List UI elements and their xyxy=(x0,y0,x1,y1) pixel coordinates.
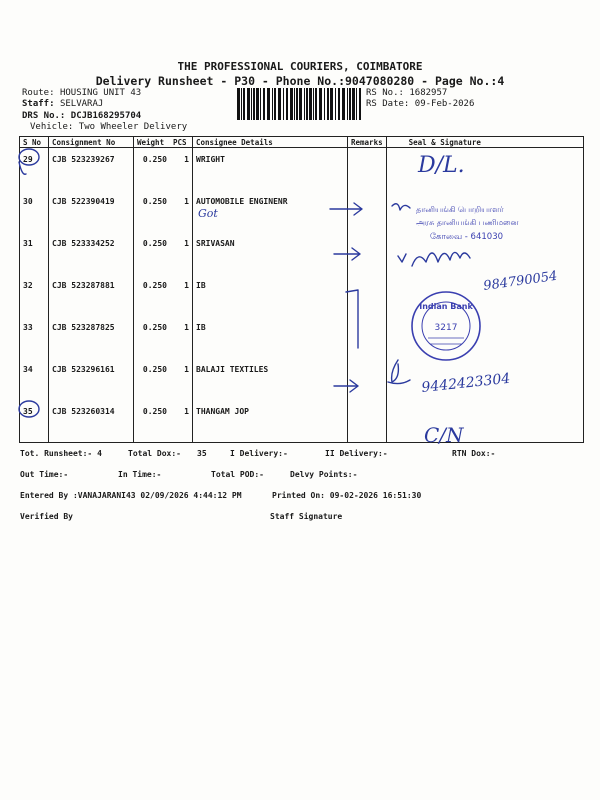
row-consignment: CJB 523287881 xyxy=(49,274,134,316)
route-value: HOUSING UNIT 43 xyxy=(59,88,142,98)
rtn-dox: RTN Dox:- xyxy=(452,449,496,458)
row-weight: 0.250 xyxy=(134,274,171,316)
staff-signature: Staff Signature xyxy=(270,512,343,521)
arrow-row31 xyxy=(334,248,360,260)
row-pcs: 1 xyxy=(170,316,193,358)
row-consignee: THANGAM JOP xyxy=(193,400,348,443)
printed-on: Printed On: 09-02-2026 16:51:30 xyxy=(272,491,422,500)
total-dox-label: Total Dox:- xyxy=(128,449,181,458)
staff-label: Staff: xyxy=(22,99,55,109)
row-pcs: 1 xyxy=(170,400,193,443)
delvy-points: Delvy Points:- xyxy=(290,470,358,479)
col-consignment: Consignment No xyxy=(49,137,134,148)
row-consignee: WRIGHT xyxy=(193,148,348,191)
handwriting-got: Got xyxy=(198,207,218,220)
signature-row34 xyxy=(388,360,410,384)
row-sno: 33 xyxy=(20,316,49,358)
runsheet-subtitle: Delivery Runsheet - P30 - Phone No.:9047080280 - Page No.:4 xyxy=(95,74,505,88)
col-remarks: Remarks xyxy=(348,137,387,148)
row-weight: 0.250 xyxy=(134,190,171,232)
row-pcs: 1 xyxy=(170,358,193,400)
bank-stamp xyxy=(412,292,480,360)
seal-line-1: தானியங்கி பொறியாளர் xyxy=(416,205,504,214)
row-weight: 0.250 xyxy=(134,232,171,274)
staff-value: SELVARAJ xyxy=(59,99,104,109)
tot-runsheet: Tot. Runsheet:- 4 xyxy=(20,449,102,458)
row-sno: 31 xyxy=(20,232,49,274)
drs-label: DRS No.: xyxy=(22,111,66,121)
row-consignee: IB xyxy=(193,274,348,316)
row-consignment: CJB 523296161 xyxy=(49,358,134,400)
route-label: Route: xyxy=(22,88,55,98)
col-seal-signature: Seal & Signature xyxy=(386,137,583,148)
row-consignment: CJB 523260314 xyxy=(49,400,134,443)
stamp-lines xyxy=(428,338,464,344)
row-pcs: 1 xyxy=(170,148,193,191)
row-pcs: 1 xyxy=(170,232,193,274)
handwriting-number-row32: 984790054 xyxy=(482,268,559,294)
row-consignment: CJB 523239267 xyxy=(49,148,134,191)
seal-line-2: அரசு தானியங்கி பணிமனை xyxy=(416,218,519,227)
arrow-row34 xyxy=(334,380,358,392)
row-consignment: CJB 522390419 xyxy=(49,190,134,232)
bracket-row32 xyxy=(346,290,358,348)
company-title: THE PROFESSIONAL COURIERS, COIMBATORE xyxy=(177,60,423,73)
rs-no-label: RS No.: xyxy=(366,88,404,98)
handwriting-phone-row34: 9442423304 xyxy=(420,370,512,396)
handwriting-dl: D/L. xyxy=(418,153,465,178)
row-sno: 35 xyxy=(20,400,49,443)
row-consignee: IB xyxy=(193,316,348,358)
row-weight: 0.250 xyxy=(134,316,171,358)
col-pcs: PCS xyxy=(170,137,193,148)
vehicle-value: Two Wheeler Delivery xyxy=(78,122,188,132)
row-sno: 34 xyxy=(20,358,49,400)
row-pcs: 1 xyxy=(170,190,193,232)
total-dox-value: 35 xyxy=(197,449,207,458)
ii-delivery: II Delivery:- xyxy=(325,449,388,458)
row-sno: 29 xyxy=(20,148,49,191)
row-weight: 0.250 xyxy=(134,358,171,400)
drs-value: DCJB168295704 xyxy=(70,111,142,121)
row-consignment: CJB 523287825 xyxy=(49,316,134,358)
entered-by: Entered By :VANAJARANI43 02/09/2026 4:44:12 PM xyxy=(20,491,242,500)
i-delivery: I Delivery:- xyxy=(230,449,288,458)
rs-date-label: RS Date: xyxy=(366,99,410,109)
row-sno: 30 xyxy=(20,190,49,232)
arrow-row30 xyxy=(330,203,362,215)
initials-row30 xyxy=(392,204,410,210)
row-weight: 0.250 xyxy=(134,400,171,443)
verified-by: Verified By xyxy=(20,512,73,521)
stamp-bank-name: Indian Bank xyxy=(419,302,473,311)
row-sno: 32 xyxy=(20,274,49,316)
vehicle-label: Vehicle: xyxy=(30,122,74,132)
col-weight: Weight xyxy=(134,137,171,148)
row-weight: 0.250 xyxy=(134,148,171,191)
in-time: In Time:- xyxy=(118,470,162,479)
handwriting-cn: C/N xyxy=(424,423,464,447)
rs-date-value: 09-Feb-2026 xyxy=(414,99,475,109)
row-consignee: AUTOMOBILE ENGINENR xyxy=(193,190,348,232)
col-consignee: Consignee Details xyxy=(193,137,348,148)
rs-no-value: 1682957 xyxy=(409,88,448,98)
seal-line-3: கோவை - 641030 xyxy=(430,232,504,242)
row-consignment: CJB 523334252 xyxy=(49,232,134,274)
circle-mark-35 xyxy=(19,401,39,417)
row-pcs: 1 xyxy=(170,274,193,316)
stamp-number: 3217 xyxy=(434,323,458,333)
col-sno: S No xyxy=(20,137,49,148)
total-pod: Total POD:- xyxy=(211,470,264,479)
circle-mark-29 xyxy=(19,149,39,165)
signature-row31 xyxy=(398,252,470,266)
out-time: Out Time:- xyxy=(20,470,69,479)
row-consignee: BALAJI TEXTILES xyxy=(193,358,348,400)
row-consignee: SRIVASAN xyxy=(193,232,348,274)
